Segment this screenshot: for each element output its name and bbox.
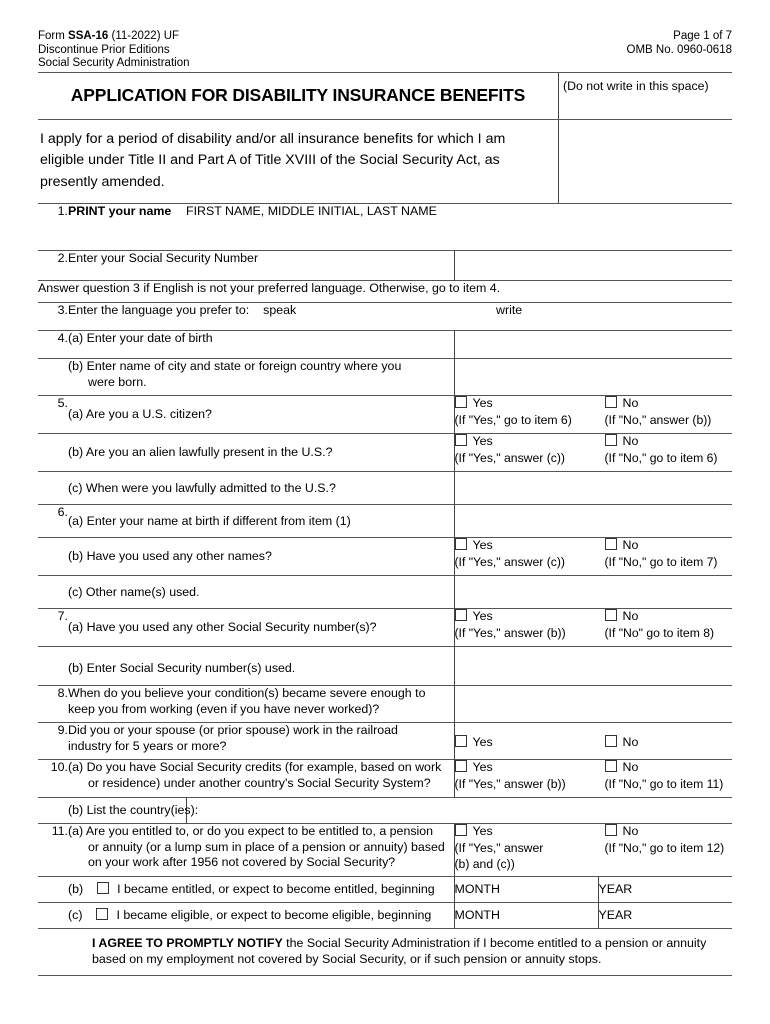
q5a-label: (a) Are you a U.S. citizen? <box>68 396 454 434</box>
q4a-label: (a) Enter your date of birth <box>68 331 454 359</box>
q6b-yes-option[interactable] <box>455 538 605 570</box>
q11a-no-hint: (If "No," go to item 12) <box>604 840 725 855</box>
table-row-q5b <box>38 434 732 472</box>
q11b-month-input[interactable]: MONTH <box>454 877 598 903</box>
table-row-q8 <box>38 686 732 723</box>
q11a-yes-label: Yes <box>472 824 493 839</box>
q11a-line1: (a) Are you entitled to, or do you expect to be entitled to, a pension <box>68 824 434 839</box>
form-prefix-label: Form <box>38 30 69 42</box>
q10a-yes-label: Yes <box>472 760 493 775</box>
agreement-number-spacer <box>38 929 68 976</box>
q9-yesno-group <box>455 735 733 751</box>
checkbox-icon[interactable] <box>605 434 617 446</box>
agency-name: Social Security Administration <box>38 57 190 70</box>
q5c-number-spacer <box>38 472 68 505</box>
q5b-answers <box>454 434 732 472</box>
agreement-line2: based on my employment not covered by Social Security, or if such pension or annuity stops. <box>92 951 602 966</box>
q7b-ssn-input[interactable] <box>454 647 732 686</box>
table-row-q1 <box>38 204 732 251</box>
q11a-yesno-group <box>455 824 733 873</box>
q5a-yes-label: Yes <box>472 396 493 411</box>
q4b-number-spacer <box>38 359 68 396</box>
checkbox-icon[interactable] <box>455 824 467 836</box>
q11b-text: I became entitled, or expect to become entitled, beginning <box>117 882 435 897</box>
q5b-no-option[interactable] <box>605 434 733 466</box>
q3-text: Enter the language you prefer to: <box>68 303 250 318</box>
agreement-bold-text: I AGREE TO PROMPTLY NOTIFY <box>92 936 283 951</box>
q3-write-field[interactable]: write <box>454 303 732 331</box>
q10b-country-input[interactable] <box>186 798 732 824</box>
q11a-yes-hint-line2: (b) and (c)) <box>454 857 515 872</box>
q4b-line2: were born. <box>88 374 147 389</box>
q11c-text: I became eligible, or expect to become eligible, beginning <box>116 908 432 923</box>
q10a-no-hint: (If "No," go to item 11) <box>604 776 724 791</box>
q5a-yes-hint: (If "Yes," go to item 6) <box>454 412 572 427</box>
q11a-no-line <box>605 824 639 838</box>
q5b-yes-line <box>455 434 493 448</box>
q8-line2: keep you from working (even if you have never worked)? <box>68 701 380 716</box>
table-row-q10b <box>38 798 732 824</box>
q11b-letter: (b) <box>68 882 84 897</box>
q10b-number-spacer <box>38 798 68 824</box>
discontinue-notice: Discontinue Prior Editions <box>38 43 170 56</box>
checkbox-icon[interactable] <box>455 735 467 747</box>
q7a-no-option[interactable] <box>605 609 733 641</box>
q11a-no-option[interactable] <box>605 824 733 873</box>
q5a-yesno-group <box>455 396 733 428</box>
table-row-q7a <box>38 609 732 647</box>
q9-number: 9. <box>38 723 68 760</box>
table-row-q3 <box>38 303 732 331</box>
q6-number: 6. <box>38 505 68 538</box>
q1-number: 1. <box>57 204 68 219</box>
q6b-label: (b) Have you used any other names? <box>68 538 454 576</box>
masthead-right <box>627 30 732 57</box>
checkbox-icon[interactable] <box>605 824 617 836</box>
table-row-q5c <box>38 472 732 505</box>
table-row-q11b <box>38 877 732 903</box>
q10a-no-line <box>605 760 639 774</box>
checkbox-icon[interactable] <box>96 908 108 920</box>
table-row-agreement <box>38 929 732 976</box>
table-row-q6a <box>38 505 732 538</box>
agreement-statement <box>68 929 732 976</box>
table-row-q6c <box>38 576 732 609</box>
agreement-rest-text: the Social Security Administration if I become entitled to a pension or annuity <box>282 936 707 951</box>
q11a-yes-hint-line1: (If "Yes," answer <box>454 840 544 855</box>
q7a-no-line <box>605 609 639 623</box>
q5a-answers <box>454 396 732 434</box>
q7a-label: (a) Have you used any other Social Security number(s)? <box>68 609 454 647</box>
q3-number: 3. <box>38 303 68 331</box>
q5b-yes-label: Yes <box>472 434 493 449</box>
do-not-write-note: (Do not write in this space) <box>563 78 709 93</box>
q5b-no-label: No <box>622 434 639 449</box>
q2-label: Enter your Social Security Number <box>68 251 454 281</box>
table-row-q4b <box>38 359 732 396</box>
table-row-q7b <box>38 647 732 686</box>
checkbox-icon[interactable] <box>455 538 467 550</box>
q11a-yes-line <box>455 824 493 838</box>
q5a-no-line <box>605 396 639 410</box>
table-row-q4a <box>38 331 732 359</box>
q4b-label <box>68 359 454 396</box>
q10a-yes-option[interactable] <box>455 760 605 792</box>
q10a-yesno-group <box>455 760 733 792</box>
q11a-line3: on your work after 1956 not covered by Social Security? <box>88 855 396 870</box>
q9-label <box>68 723 454 760</box>
checkbox-icon[interactable] <box>455 434 467 446</box>
q10a-yes-hint: (If "Yes," answer (b)) <box>454 776 566 791</box>
q9-no-label: No <box>622 735 639 750</box>
q9-answers <box>454 723 732 760</box>
q11-number: 11. <box>38 824 68 877</box>
q9-no-line <box>605 735 639 749</box>
form-table <box>38 204 732 975</box>
q6b-no-line <box>605 538 639 552</box>
table-row-q2 <box>38 251 732 281</box>
q10a-no-option[interactable] <box>605 760 733 792</box>
table-row-q9 <box>38 723 732 760</box>
q9-line1: Did you or your spouse (or prior spouse) work in the railroad <box>68 723 398 738</box>
q9-no-option[interactable] <box>605 735 733 751</box>
q11c-month-input[interactable]: MONTH <box>454 903 598 929</box>
q11b-number-spacer <box>38 877 68 903</box>
q10a-yes-line <box>455 760 493 774</box>
masthead-left <box>38 30 189 71</box>
checkbox-icon[interactable] <box>455 760 467 772</box>
q8-line1: When do you believe your condition(s) became severe enough to <box>68 686 426 701</box>
q9-yes-option[interactable] <box>455 735 605 751</box>
q5b-label: (b) Are you an alien lawfully present in the U.S.? <box>68 434 454 472</box>
title-band <box>38 73 732 120</box>
q6a-birthname-input[interactable] <box>454 505 732 538</box>
q7b-number-spacer <box>38 647 68 686</box>
q10-number: 10. <box>38 760 68 798</box>
q3-label <box>68 303 454 331</box>
form-number: SSA-16 <box>68 30 109 42</box>
q5a-no-label: No <box>622 396 639 411</box>
q1-name-input[interactable]: FIRST NAME, MIDDLE INITIAL, LAST NAME <box>186 204 437 219</box>
q3-speak-field[interactable]: speak <box>263 303 297 318</box>
q9-yes-line <box>455 735 493 749</box>
q6b-yes-label: Yes <box>472 538 493 553</box>
q1-label[interactable]: PRINT your name <box>68 204 172 219</box>
q7a-yes-line <box>455 609 493 623</box>
q11a-label <box>68 824 454 877</box>
q6c-label: (c) Other name(s) used. <box>68 576 454 609</box>
masthead <box>38 30 732 73</box>
language-instruction: Answer question 3 if English is not your preferred language. Otherwise, go to item 4. <box>38 281 732 303</box>
q11a-no-label: No <box>622 824 639 839</box>
q5b-no-hint: (If "No," go to item 6) <box>604 450 718 465</box>
checkbox-icon[interactable] <box>605 538 617 550</box>
table-row-q10a <box>38 760 732 798</box>
apply-statement: I apply for a period of disability and/or all insurance benefits for which I am eligible under Title II and Part A of Title XVIII of the Social Security Act, as presently amended. <box>38 120 559 204</box>
q4-number: 4. <box>38 331 68 359</box>
form-table-wrapper <box>38 204 732 976</box>
q6c-othernames-input[interactable] <box>454 576 732 609</box>
checkbox-icon[interactable] <box>605 735 617 747</box>
q6b-no-option[interactable] <box>605 538 733 570</box>
q11a-line2: or annuity (or a lump sum in place of a pension or annuity) based <box>88 839 445 854</box>
q10a-line1: (a) Do you have Social Security credits (for example, based on work <box>68 760 442 775</box>
q10a-answers <box>454 760 732 798</box>
q2-ssn-input[interactable] <box>454 251 732 281</box>
form-identifier <box>38 30 189 44</box>
q5c-label: (c) When were you lawfully admitted to the U.S.? <box>68 472 454 505</box>
q9-line2: industry for 5 years or more? <box>68 738 227 753</box>
omb-number: OMB No. 0960-0618 <box>626 43 732 56</box>
checkbox-icon[interactable] <box>605 760 617 772</box>
checkbox-icon[interactable] <box>605 609 617 621</box>
table-row-q6b <box>38 538 732 576</box>
q7a-yes-label: Yes <box>472 609 493 624</box>
q7-number: 7. <box>38 609 68 647</box>
q8-onset-input[interactable] <box>454 686 732 723</box>
q5a-no-hint: (If "No," answer (b)) <box>604 412 712 427</box>
apply-statement-blank-area <box>559 120 732 204</box>
apply-statement-band <box>38 120 732 205</box>
q7b-label: (b) Enter Social Security number(s) used. <box>68 647 454 686</box>
q5a-yes-line <box>455 396 493 410</box>
q7a-no-label: No <box>622 609 639 624</box>
q5a-no-option[interactable] <box>605 396 733 428</box>
q7a-yesno-group <box>455 609 733 641</box>
q10b-label: (b) List the country(ies): <box>68 798 186 824</box>
q7a-yes-hint: (If "Yes," answer (b)) <box>454 625 566 640</box>
q8-number: 8. <box>38 686 68 723</box>
q7a-answers <box>454 609 732 647</box>
checkbox-icon[interactable] <box>97 882 109 894</box>
q6b-no-hint: (If "No," go to item 7) <box>604 554 718 569</box>
q7a-no-hint: (If "No" go to item 8) <box>604 625 715 640</box>
q5b-no-line <box>605 434 639 448</box>
q6b-yes-hint: (If "Yes," answer (c)) <box>454 554 565 569</box>
q11c-label <box>68 903 454 929</box>
q6b-number-spacer <box>38 538 68 576</box>
table-row-language-instruction <box>38 281 732 303</box>
table-row-q11c <box>38 903 732 929</box>
q10a-no-label: No <box>622 760 639 775</box>
q6b-no-label: No <box>622 538 639 553</box>
q5b-yes-option[interactable] <box>455 434 605 466</box>
checkbox-icon[interactable] <box>455 396 467 408</box>
page-title: APPLICATION FOR DISABILITY INSURANCE BENEFITS <box>38 73 559 119</box>
q6a-label: (a) Enter your name at birth if different from item (1) <box>68 505 454 538</box>
q4b-birthplace-input[interactable] <box>454 359 732 396</box>
table-row-q11a <box>38 824 732 877</box>
q4a-dob-input[interactable] <box>454 331 732 359</box>
q8-label <box>68 686 454 723</box>
q11b-year-input[interactable]: YEAR <box>598 877 732 903</box>
q6b-yesno-group <box>455 538 733 570</box>
q5a-yes-option[interactable] <box>455 396 605 428</box>
q5b-yesno-group <box>455 434 733 466</box>
q11c-year-input[interactable]: YEAR <box>598 903 732 929</box>
q11b-label <box>68 877 454 903</box>
q10a-line2: or residence) under another country's Social Security System? <box>88 775 431 790</box>
q11c-letter: (c) <box>68 908 83 923</box>
q9-yes-label: Yes <box>472 735 493 750</box>
q5b-yes-hint: (If "Yes," answer (c)) <box>454 450 565 465</box>
q11c-number-spacer <box>38 903 68 929</box>
q10a-label <box>68 760 454 798</box>
q5-number: 5. <box>38 396 68 434</box>
checkbox-icon[interactable] <box>605 396 617 408</box>
q5b-number-spacer <box>38 434 68 472</box>
q6b-yes-line <box>455 538 493 552</box>
form-suffix: (11-2022) UF <box>108 30 180 42</box>
page-number: Page 1 of 7 <box>673 30 732 42</box>
q2-number: 2. <box>38 251 68 281</box>
q7a-yes-option[interactable] <box>455 609 605 641</box>
checkbox-icon[interactable] <box>455 609 467 621</box>
q5c-admitted-input[interactable] <box>454 472 732 505</box>
q11a-answers <box>454 824 732 877</box>
q11a-yes-option[interactable] <box>455 824 605 873</box>
q6c-number-spacer <box>38 576 68 609</box>
q6b-answers <box>454 538 732 576</box>
table-row-q5a <box>38 396 732 434</box>
q4b-line1: (b) Enter name of city and state or foreign country where you <box>68 359 402 374</box>
